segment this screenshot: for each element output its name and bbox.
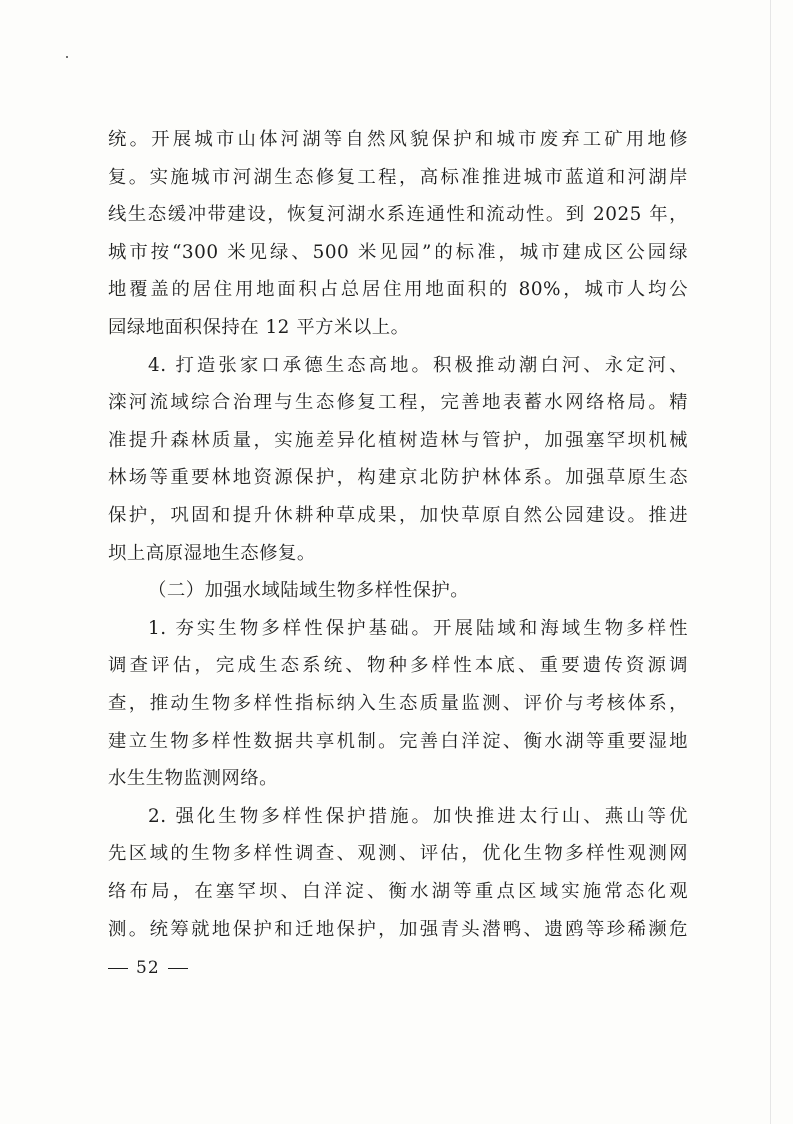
paragraph-2-line-2: 先区域的生物多样性调查、观测、评估，优化生物多样性观测网 [108, 843, 688, 865]
paragraph-1-line-5: 水生生物监测网络。 [108, 768, 279, 790]
body-line-4: 城市按“300 米见绿、500 米见园”的标准，城市建成区公园绿 [108, 241, 688, 263]
body-line-1: 统。开展城市山体河湖等自然风貌保护和城市废弃工矿用地修 [108, 129, 688, 150]
paragraph-1-line-2: 调查评估，完成生态系统、物种多样性本底、重要遗传资源调 [108, 655, 688, 677]
body-line-5: 地覆盖的居住用地面积占总居住用地面积的 80%，城市人均公 [108, 279, 688, 301]
page-number-dash-left [108, 968, 128, 969]
paragraph-4-line-5: 保护，巩固和提升休耕种草成果，加快草原自然公园建设。推进 [108, 505, 688, 526]
paragraph-4-line-1: 4. 打造张家口承德生态高地。积极推动潮白河、永定河、 [148, 354, 688, 376]
scan-edge-divider [770, 0, 771, 1124]
paragraph-4-line-4: 林场等重要林地资源保护，构建京北防护林体系。加强草原生态 [108, 467, 688, 489]
page-number-dash-right [168, 968, 188, 969]
paragraph-2-line-1: 2. 强化生物多样性保护措施。加快推进太行山、燕山等优 [148, 805, 688, 827]
paragraph-1-line-4: 建立生物多样性数据共享机制。完善白洋淀、衡水湖等重要湿地 [108, 730, 688, 752]
section-heading: （二）加强水域陆域生物多样性保护。 [148, 580, 470, 602]
paragraph-4-line-3: 准提升森林质量，实施差异化植树造林与管护，加强塞罕坝机械 [108, 429, 688, 451]
paragraph-1-line-3: 查，推动生物多样性指标纳入生态质量监测、评价与考核体系， [108, 693, 688, 714]
body-line-3: 线生态缓冲带建设，恢复河湖水系连通性和流动性。到 2025 年， [108, 204, 688, 226]
paragraph-2-line-4: 测。统筹就地保护和迁地保护，加强青头潜鸭、遗鸥等珍稀濒危 [108, 918, 688, 940]
body-line-2: 复。实施城市河湖生态修复工程，高标准推进城市蓝道和河湖岸 [108, 166, 688, 188]
page-number [108, 955, 188, 981]
scan-speck [66, 56, 68, 58]
page-number-value: 52 [136, 958, 160, 978]
body-line-6: 园绿地面积保持在 12 平方米以上。 [108, 317, 410, 338]
paragraph-2-line-3: 络布局，在塞罕坝、白洋淀、衡水湖等重点区域实施常态化观 [108, 881, 688, 902]
paragraph-1-line-1: 1. 夯实生物多样性保护基础。开展陆域和海域生物多样性 [148, 617, 688, 639]
paragraph-4-line-2: 滦河流域综合治理与生态修复工程，完善地表蓄水网络格局。精 [108, 392, 688, 414]
paragraph-4-line-6: 坝上高原湿地生态修复。 [108, 542, 316, 564]
